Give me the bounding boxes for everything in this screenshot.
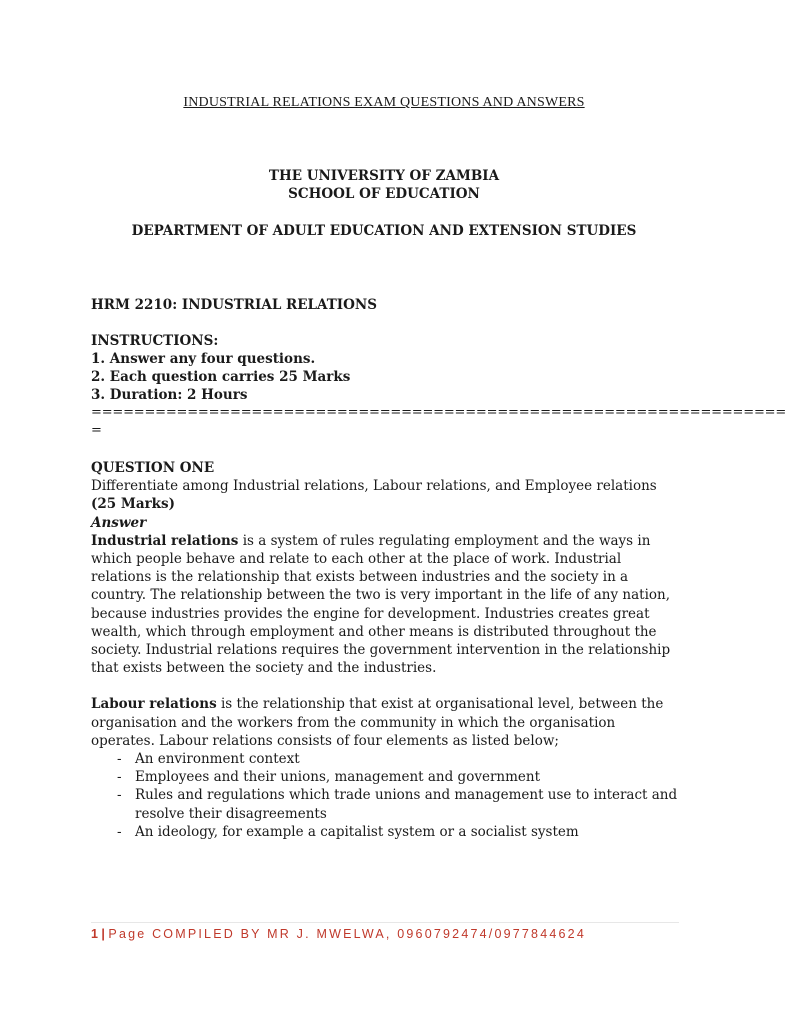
separator-tail: = xyxy=(91,423,102,438)
page-number: 1 | xyxy=(91,927,109,941)
list-item: - An environment context xyxy=(91,750,679,768)
page-footer xyxy=(91,927,691,941)
department-name: DEPARTMENT OF ADULT EDUCATION AND EXTENSION STUDIES xyxy=(131,223,637,239)
footer-divider xyxy=(91,922,679,923)
question-one xyxy=(91,459,679,841)
industrial-relations-paragraph xyxy=(91,532,679,678)
instruction-item: 1. Answer any four questions. xyxy=(91,351,316,367)
separator-line: ================================================================= xyxy=(91,405,786,420)
instructions xyxy=(91,332,691,404)
school-name: SCHOOL OF EDUCATION xyxy=(288,186,480,202)
industrial-relations-term: Industrial relations xyxy=(91,532,239,549)
list-item: - An ideology, for example a capitalist system or a socialist system xyxy=(91,823,679,841)
instruction-item: 3. Duration: 2 Hours xyxy=(91,387,248,403)
instruction-item: 2. Each question carries 25 Marks xyxy=(91,369,351,385)
labour-relations-text: is the relationship that exist at organisational level, between the organisation and the workers from the community in which the organisation operates. Labour relations consists of four elements as listed below; xyxy=(91,696,664,749)
paragraph-spacer xyxy=(91,677,679,695)
course-title: HRM 2210: INDUSTRIAL RELATIONS xyxy=(91,297,377,313)
labour-relations-term: Labour relations xyxy=(91,696,217,713)
industrial-relations-text: is a system of rules regulating employment and the ways in which people behave and relate to each other at the place of work. Industrial relations is the relationship that exists between industries and the society in a country. The relationship between the two is very important in the life of any nation, because industries provides the engine for development. Industries creates great wealth, which through employment and other means is distributed throughout the society. Industrial relations requires the government intervention in the relationship that exists between the society and the industries. xyxy=(91,532,671,677)
question-heading: QUESTION ONE xyxy=(91,460,215,476)
instructions-heading: INSTRUCTIONS: xyxy=(91,333,219,349)
answer-label: Answer xyxy=(91,514,147,531)
question-text xyxy=(91,477,679,513)
labour-relations-paragraph xyxy=(91,695,679,750)
university-name: THE UNIVERSITY OF ZAMBIA xyxy=(268,168,500,184)
labour-relations-elements xyxy=(91,750,679,841)
list-item: - Employees and their unions, management and government xyxy=(91,768,679,786)
footer-text: Page COMPILED BY MR J. MWELWA, 0960792474/0977844624 xyxy=(108,927,586,941)
question-marks: (25 Marks) xyxy=(91,496,176,513)
list-item: - Rules and regulations which trade unions and management use to interact and resolve their disagreements xyxy=(91,786,679,822)
document-title: INDUSTRIAL RELATIONS EXAM QUESTIONS AND ANSWERS xyxy=(183,95,585,110)
question-body: Differentiate among Industrial relations, Labour relations, and Employee relations xyxy=(91,478,657,495)
